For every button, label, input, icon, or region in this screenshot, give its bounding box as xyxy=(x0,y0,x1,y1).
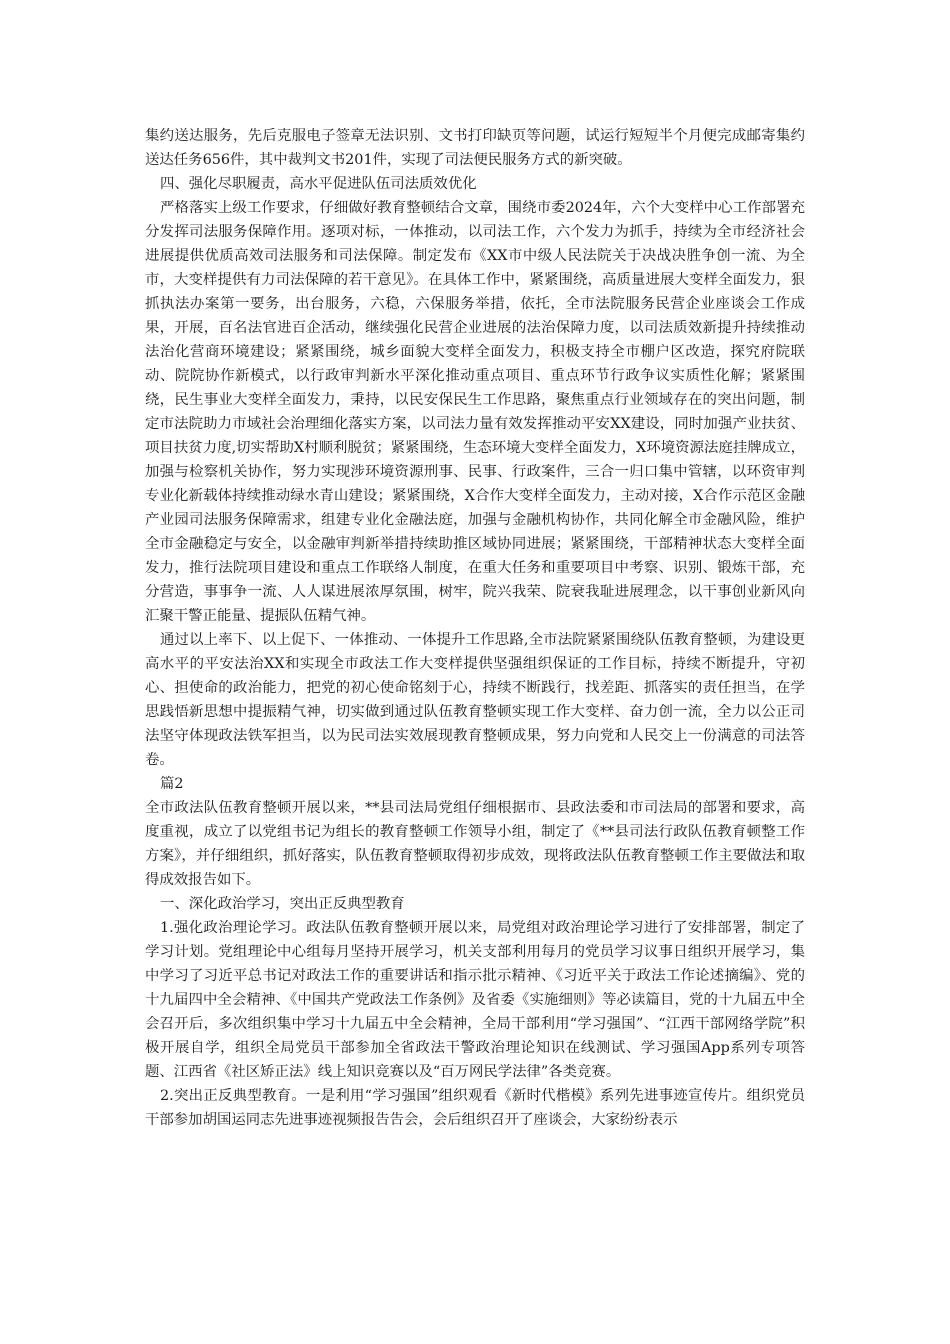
paragraph-summary: 通过以上率下、以上促下、一体推动、一体提升工作思路,全市法院紧紧围绕队伍教育整顿，为建设更高水平的平安法治XX和实现全市政法工作大变样提供坚强组织保证的工作目标，持续不断提升，守初心、担使命的政治能力，把党的初心使命铭刻于心，持续不断践行，找差距、抓落实的责任担当，在学思践悟新思想中提振精气神，切实做到通过队伍教育整顿实现工作大变样、奋力创一流，全力以公正司法坚守体现政法铁军担当，以为民司法实效展现教育整顿成果，努力向党和人民交上一份满意的司法答卷。 xyxy=(145,632,805,768)
paragraph-typical-education: 2.突出正反典型教育。一是利用“学习强国”组织观看《新时代楷模》系列先进事迹宣传片。组织党员干部参加胡国运同志先进事迹视频报告告会，会后组织召开了座谈会，大家纷纷表示 xyxy=(145,1088,805,1128)
part-heading-2: 篇2 xyxy=(160,776,184,792)
section-heading-four: 四、强化尽职履责，高水平促进队伍司法质效优化 xyxy=(160,176,477,192)
paragraph-political-study: 1.强化政治理论学习。政法队伍教育整顿开展以来，局党组对政治理论学习进行了安排部署，制定了学习计划。党组理论中心组每月坚持开展学习，机关支部利用每月的党员学习议事日组织开展学习，集中学习了习近平总书记对政法工作的重要讲话和指示批示精神、《习近平关于政法工作论述摘编》、党的十九届四中全会精神、《中国共产党政法工作条例》及省委《实施细则》等必读篇目，党的十九届五中全会召开后，多次组织集中学习十九届五中全会精神，全局干部利用“学习强国”、“江西干部网络学院”积极开展自学，组织全局党员干部参加全省政法干警政治理论知识在线测试、学习强国App系列专项答题、江西省《社区矫正法》线上知识竞赛以及“百万网民学法律”各类竞赛。 xyxy=(145,920,805,1080)
paragraph-delivery-service: 集约送达服务，先后克服电子签章无法识别、文书打印缺页等问题，试运行短短半个月便完成邮寄集约送达任务656件，其中裁判文书201件，实现了司法便民服务方式的新突破。 xyxy=(145,128,805,168)
paragraph-intro-part2: 全市政法队伍教育整顿开展以来，**县司法局党组仔细根据市、县政法委和市司法局的部署和要求，高度重视，成立了以党组书记为组长的教育整顿工作领导小组，制定了《**县司法行政队伍教育顿整工作方案》，并仔细组织，抓好落实，队伍教育整顿取得初步成效，现将政法队伍教育整顿工作主要做法和取得成效报告如下。 xyxy=(145,800,805,888)
section-heading-one: 一、深化政治学习，突出正反典型教育 xyxy=(160,896,405,912)
paragraph-work-requirements: 严格落实上级工作要求，仔细做好教育整顿结合文章，围绕市委2024年，六个大变样中心工作部署充分发挥司法服务保障作用。逐项对标，一体推动，以司法工作，六个发力为抓手，持续为全市经济社会进展提供优质高效司法服务和司法保障。制定发布《XX市中级人民法院关于决战决胜争创一流、为全市，大变样提供有力司法保障的若干意见》。在具体工作中，紧紧围绕，高质量进展大变样全面发力，狠抓执法办案第一要务，出台服务，六稳，六保服务举措，依托，全市法院服务民营企业座谈会工作成果，开展，百名法官进百企活动，继续强化民营企业进展的法治保障力度，以司法质效新提升持续推动法治化营商环境建设；紧紧围绕，城乡面貌大变样全面发力，积极支持全市棚户区改造，探究府院联动、院院协作新模式，以行政审判新水平深化推动重点项目、重点环节行政争议实质性化解；紧紧围绕，民生事业大变样全面发力，秉持，以民安保民生工作思路，聚焦重点行业领域存在的突出问题，制定市法院助力市域社会治理细化落实方案，以司法力量有效发挥推动平安XX建设，同时加强产业扶贫、项目扶贫力度,切实帮助X村顺利脱贫；紧紧围绕，生态环境大变样全面发力，X环境资源法庭挂牌成立，加强与检察机关协作，努力实现涉环境资源刑事、民事、行政案件，三合一归口集中管辖，以环资审判专业化新载体持续推动绿水青山建设；紧紧围绕，X合作大变样全面发力，主动对接，X合作示范区金融产业园司法服务保障需求，组建专业化金融法庭，加强与金融机构协作，共同化解全市金融风险，维护全市金融稳定与安全，以金融审判新举措持续助推区域协同进展；紧紧围绕，干部精神状态大变样全面发力，推行法院项目建设和重点工作联络人制度，在重大任务和重要项目中考察、识别、锻炼干部，充分营造，事事争一流、人人谋进展浓厚氛围，树牢，院兴我荣、院衰我耻进展理念，以干事创业新风向汇聚干警正能量、提振队伍精气神。 xyxy=(145,200,805,624)
document-page xyxy=(145,124,805,1132)
